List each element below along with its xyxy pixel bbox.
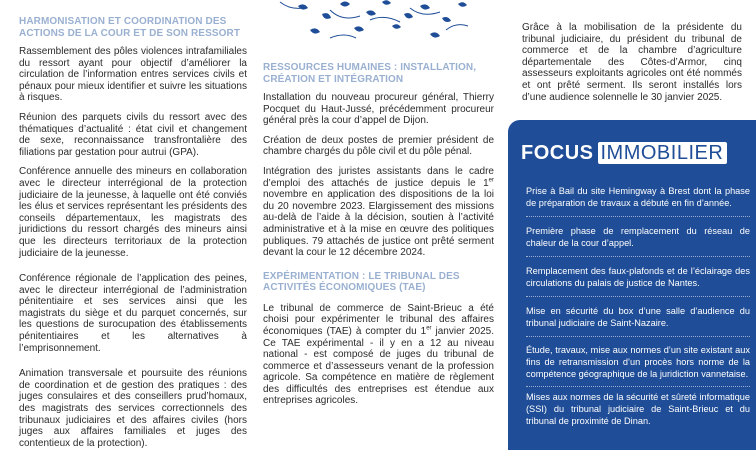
column-middle: [263, 62, 494, 415]
paragraph: Rassemblement des pôles violences intrafamiliales du ressort ayant pour objectif d’améliorer la circulation de l’information entres services civils et pénaux pour mieux identifier et suivre les situations à risques.: [19, 46, 247, 104]
column-right: [522, 22, 742, 111]
focus-item: Mises aux normes de la sécurité et sûreté informatique (SSI) du tribunal judiciaire de Saint-Brieuc et du tribunal de proximité de Dinan.: [526, 392, 750, 426]
focus-immobilier-box: [508, 120, 756, 450]
focus-item: Prise à Bail du site Hemingway à Brest dont la phase de préparation de travaux a débuté en fin d’année.: [526, 186, 750, 208]
paragraph: Réunion des parquets civils du ressort avec des thématiques d’actualité : état civil et changement de sexe, reconnaissance transfrontalière des filiations par gestation pour autrui (GPA).: [19, 111, 247, 158]
paragraph: Le tribunal de commerce de Saint-Brieuc a été choisi pour expérimenter le tribunal des affaires économiques (TAE) à compter du 1er janvier 2025. Ce TAE expérimental - il y en a 12 au niveau national - est composé de juges du tribunal de commerce et d’assesseurs venant de la profession agricole. Sa compétence en matière de règlement des difficultés des entreprises est étendue aux entreprises agricoles.: [263, 302, 494, 407]
focus-item: Étude, travaux, mise aux normes d’un site existant aux fins de retransmission d’un procès hors norme de la compétence géographique de la juridiction vannetaise.: [526, 345, 750, 379]
paragraph: Conférence régionale de l’application des peines, avec le directeur interrégional de l’administration pénitentiaire et ses services ainsi que les magistrats du siège et du parquet concernés, sur les questions de surocupation des établissements pénitentiaires et les alternatives à l’emprisonnement.: [19, 273, 247, 354]
paragraph: Installation du nouveau procureur général, Thierry Pocquet du Haut-Jussé, précédemment procureur général près la cour d’appel de Dijon.: [263, 92, 494, 127]
paragraph: Grâce à la mobilisation de la présidente du tribunal judiciaire, du président du tribunal de commerce et de la chambre d’agriculture départementale des Côtes-d’Armor, cinq assesseurs exploitants agricoles ont été nommés et ont prêté serment. Ils seront installés lors d’une audience solennelle le 30 janvier 2025.: [522, 22, 742, 103]
focus-title-light: IMMOBILIER: [598, 142, 728, 164]
decorative-leaves-icon: [270, 0, 480, 48]
focus-title-bold: FOCUS: [521, 142, 594, 164]
section-heading-ressources-humaines: RESSOURCES HUMAINES : INSTALLATION, CRÉATION ET INTÉGRATION: [263, 62, 477, 85]
section-heading-experimentation: EXPÉRIMENTATION : LE TRIBUNAL DES ACTIVITÉS ÉCONOMIQUES (TAE): [263, 270, 460, 294]
focus-item: Remplacement des faux-plafonds et de l’éclairage des circulations du palais de justice de Nantes.: [526, 266, 750, 288]
paragraph: Création de deux postes de premier président de chambre chargés du pôle civil et du pôle pénal.: [263, 134, 494, 158]
column-left: [19, 16, 247, 457]
focus-item: Première phase de remplacement du réseau de chaleur de la cour d’appel.: [526, 226, 750, 248]
paragraph: Intégration des juristes assistants dans le cadre d’emploi des attachés de justice depuis le 1er novembre en application des dispositions de la loi du 20 novembre 2023. Elargissement des missions au-delà de l’aide à la décision, soutien à l’activité administrative et à la mise en œuvre des politiques publiques. 79 attachés de justice ont prêté serment devant la cour le 12 décembre 2024.: [263, 165, 494, 259]
section-heading-harmonisation: HARMONISATION ET COORDINATION DES ACTIONS DE LA COUR ET DE SON RESSORT: [19, 16, 241, 39]
paragraph: Animation transversale et poursuite des réunions de coordination et de gestion des pratiques : des juges consulaires et des conseillers prud’homaux, des magistrats des services correctionnels des tribunaux judiciaires et des affaires civiles (hors juges aux affaires familiales et juges des contentieux de la protection).: [19, 368, 247, 449]
focus-item: Mise en sécurité du box d’une salle d’audience du tribunal judiciaire de Saint-Nazaire.: [526, 306, 750, 328]
focus-title: [521, 142, 727, 165]
paragraph: Conférence annuelle des mineurs en collaboration avec le directeur interrégional de la protection judiciaire de la jeunesse, à laquelle ont été conviés les élus et services représentant les présidents des conseils départementaux, les magistrats des juridictions du ressort chargés des mineurs ainsi que les directeurs territoriaux de la protection judiciaire de la jeunesse.: [19, 166, 247, 259]
